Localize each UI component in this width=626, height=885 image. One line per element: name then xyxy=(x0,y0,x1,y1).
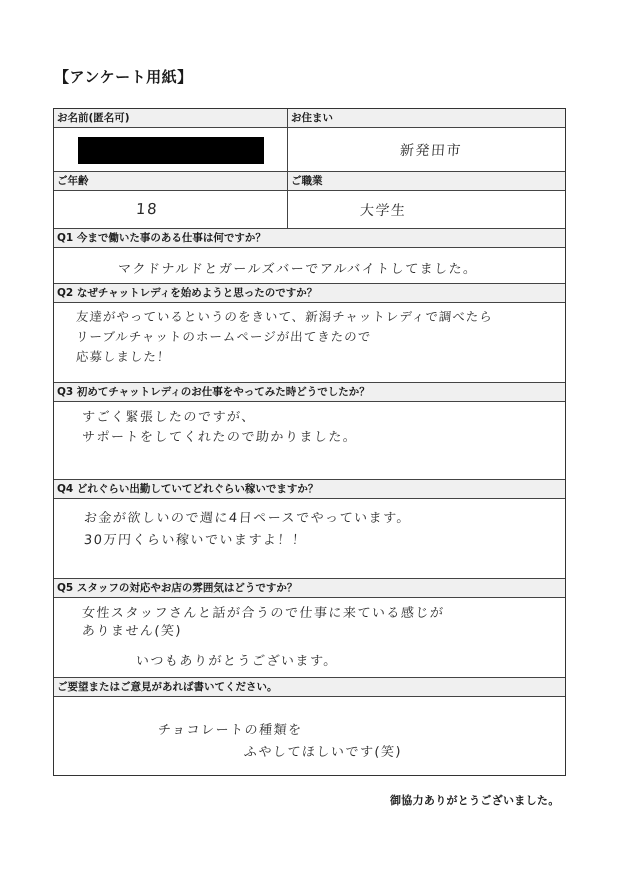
requests-answer-row xyxy=(54,697,565,775)
footer-thanks: 御協力ありがとうございました。 xyxy=(390,794,560,807)
residence-label: お住まい xyxy=(288,109,565,127)
q3-label: Q3 初めてチャットレディのお仕事をやってみた時どうでしたか？ xyxy=(54,383,565,401)
age-occupation-header-row xyxy=(54,172,565,191)
q4-header-row xyxy=(54,480,565,499)
requests-answer xyxy=(54,697,565,775)
age-label: ご年齢 xyxy=(54,172,288,190)
q5-answer-row xyxy=(54,598,565,678)
q3-answer xyxy=(54,402,565,479)
name-label: お名前(匿名可) xyxy=(54,109,288,127)
name-residence-value-row xyxy=(54,128,565,172)
occupation-value: 大学生 xyxy=(359,203,407,219)
q5-answer-line: ありません(笑) xyxy=(81,624,183,639)
q5-answer-line: 女性スタッフさんと話が合うので仕事に来ている感じが xyxy=(81,606,445,621)
q4-answer-line: 30万円くらい稼いでいますよ！！ xyxy=(83,533,307,548)
q2-label: Q2 なぜチャットレディを始めようと思ったのですか？ xyxy=(54,284,565,302)
occupation-field xyxy=(288,191,565,228)
q4-answer-line: お金が欲しいので週に4日ペースでやっています。 xyxy=(83,511,412,526)
q1-answer xyxy=(54,248,565,283)
name-redaction-bar xyxy=(78,137,264,164)
requests-header-row xyxy=(54,678,565,697)
q3-answer-row xyxy=(54,402,565,480)
name-field xyxy=(54,128,288,171)
q2-header-row xyxy=(54,284,565,303)
q3-answer-line: サポートをしてくれたので助かりました。 xyxy=(81,430,358,445)
q4-label: Q4 どれぐらい出勤していてどれぐらい稼いでますか？ xyxy=(54,480,565,498)
q5-answer-line: いつもありがとうございます。 xyxy=(135,654,339,669)
q2-answer-line: 友達がやっているというのをきいて、新潟チャットレディで調べたら xyxy=(75,309,494,324)
q4-answer-row xyxy=(54,499,565,579)
requests-answer-line: ふやしてほしいです(笑) xyxy=(243,745,403,760)
q2-answer xyxy=(54,303,565,382)
age-value: 18 xyxy=(135,200,159,218)
q1-answer-row xyxy=(54,248,565,284)
q1-header-row xyxy=(54,229,565,248)
age-occupation-value-row xyxy=(54,191,565,229)
q4-answer xyxy=(54,499,565,578)
q2-answer-line: 応募しました！ xyxy=(75,349,172,364)
requests-label: ご要望またはご意見があれば書いてください。 xyxy=(54,678,565,696)
requests-answer-line: チョコレートの種類を xyxy=(157,723,304,738)
document-title: 【アンケート用紙】 xyxy=(54,68,193,86)
q5-header-row xyxy=(54,579,565,598)
q1-label: Q1 今まで働いた事のある仕事は何ですか？ xyxy=(54,229,565,247)
q1-answer-line: マクドナルドとガールズバーでアルバイトしてました。 xyxy=(117,262,479,277)
q3-answer-line: すごく緊張したのですが、 xyxy=(81,410,257,425)
q3-header-row xyxy=(54,383,565,402)
occupation-label: ご職業 xyxy=(288,172,565,190)
age-field xyxy=(54,191,288,228)
q5-answer xyxy=(54,598,565,677)
survey-form xyxy=(53,108,566,776)
name-residence-header-row xyxy=(54,109,565,128)
residence-value: 新発田市 xyxy=(399,143,463,159)
q2-answer-row xyxy=(54,303,565,383)
residence-field xyxy=(288,128,565,171)
q2-answer-line: リーブルチャットのホームページが出てきたので xyxy=(75,329,372,344)
q5-label: Q5 スタッフの対応やお店の雰囲気はどうですか？ xyxy=(54,579,565,597)
